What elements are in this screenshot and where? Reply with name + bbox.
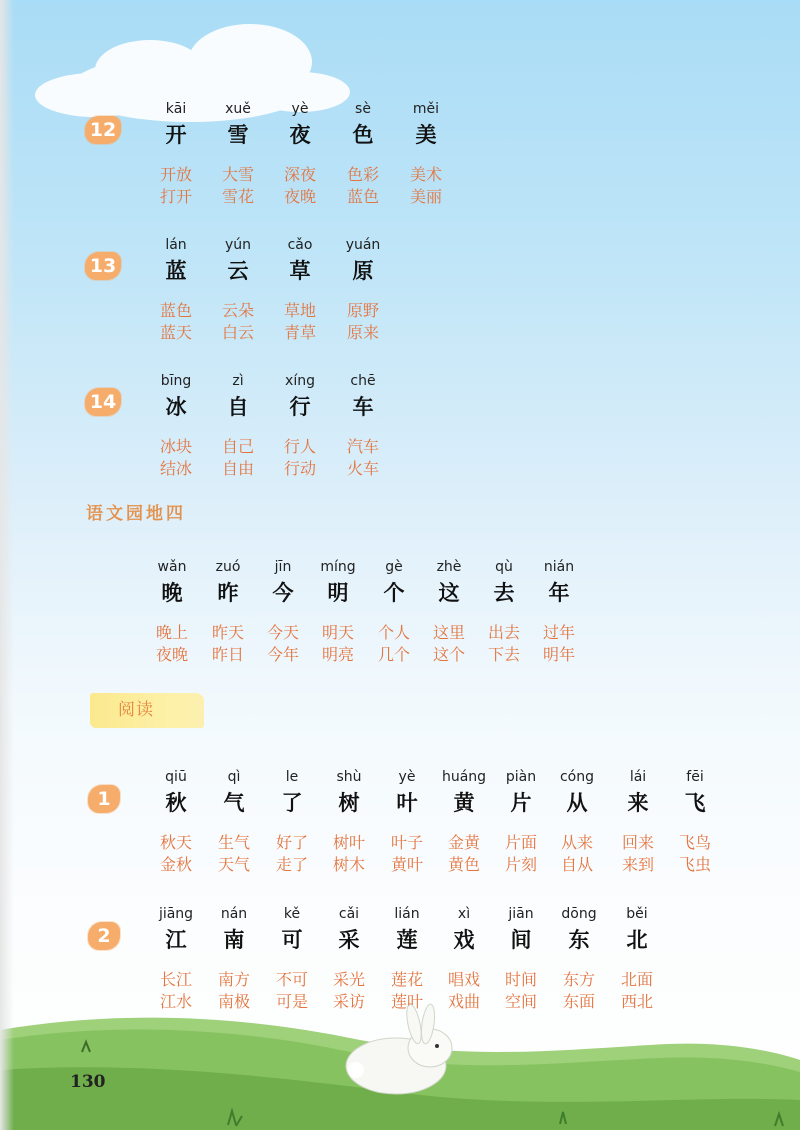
pinyin: běi xyxy=(626,906,648,922)
word: 打开 xyxy=(159,187,192,206)
reading-section-tab xyxy=(90,693,204,728)
pinyin: sè xyxy=(355,101,371,117)
char-column xyxy=(331,100,395,208)
char-column xyxy=(375,905,439,1013)
pinyin: zì xyxy=(232,373,244,389)
pinyin: xuě xyxy=(225,101,251,117)
hanzi: 北 xyxy=(626,928,648,952)
hanzi: 来 xyxy=(627,791,649,815)
hanzi: 云 xyxy=(227,259,249,283)
word: 天气 xyxy=(217,855,250,874)
section-title-garden: 语文园地四 xyxy=(86,504,186,524)
word: 昨天 xyxy=(211,623,244,642)
word: 南极 xyxy=(217,992,250,1011)
word: 来到 xyxy=(621,855,654,874)
word: 莲花 xyxy=(390,970,423,989)
hanzi: 间 xyxy=(510,928,532,952)
pinyin: jiān xyxy=(508,906,534,922)
hanzi: 秋 xyxy=(165,791,187,815)
word: 生气 xyxy=(217,833,250,852)
word: 行动 xyxy=(283,459,316,478)
pinyin: bīng xyxy=(160,373,192,389)
word: 几个 xyxy=(377,645,410,664)
word: 戏曲 xyxy=(447,992,480,1011)
char-column xyxy=(144,372,208,480)
pinyin: qù xyxy=(495,559,513,575)
word: 片面 xyxy=(504,833,537,852)
pinyin: yè xyxy=(398,769,416,785)
pinyin: qiū xyxy=(165,769,187,785)
hanzi: 车 xyxy=(352,395,374,419)
pinyin: kāi xyxy=(165,101,187,117)
pinyin: lán xyxy=(165,237,187,253)
word: 树木 xyxy=(332,855,365,874)
char-column xyxy=(268,372,332,480)
pinyin: zuó xyxy=(215,559,241,575)
char-column xyxy=(206,100,270,208)
hanzi: 了 xyxy=(281,791,303,815)
word: 唱戏 xyxy=(447,970,480,989)
pinyin: nán xyxy=(220,906,248,922)
reading-section-label: 阅读 xyxy=(118,700,154,720)
word: 叶子 xyxy=(390,833,423,852)
hanzi: 从 xyxy=(566,791,588,815)
lesson-number-badge: 12 xyxy=(85,116,121,144)
word: 雪花 xyxy=(221,187,254,206)
char-column xyxy=(317,905,381,1013)
word: 这个 xyxy=(432,645,465,664)
char-column xyxy=(432,905,496,1013)
char-column xyxy=(260,768,324,876)
page-number: 130 xyxy=(70,1072,106,1092)
char-column xyxy=(144,905,208,1013)
word: 明天 xyxy=(321,623,354,642)
hanzi: 黄 xyxy=(453,791,475,815)
pinyin: chē xyxy=(350,373,376,389)
hanzi: 雪 xyxy=(227,123,249,147)
char-column xyxy=(527,558,591,666)
hanzi: 叶 xyxy=(396,791,418,815)
word: 采光 xyxy=(332,970,365,989)
char-column xyxy=(331,236,395,344)
word: 行人 xyxy=(283,437,316,456)
word: 长江 xyxy=(159,970,192,989)
pinyin: xì xyxy=(457,906,471,922)
hanzi: 蓝 xyxy=(165,259,187,283)
word: 东面 xyxy=(562,992,595,1011)
word: 自由 xyxy=(221,459,254,478)
hanzi: 东 xyxy=(568,928,590,952)
char-column xyxy=(606,768,670,876)
hanzi: 南 xyxy=(223,928,245,952)
word: 江水 xyxy=(159,992,192,1011)
word: 下去 xyxy=(487,645,520,664)
word: 采访 xyxy=(332,992,365,1011)
hanzi: 行 xyxy=(289,395,311,419)
word: 美术 xyxy=(409,165,442,184)
word: 从来 xyxy=(560,833,593,852)
char-column xyxy=(432,768,496,876)
word: 自从 xyxy=(560,855,593,874)
pinyin: cǎo xyxy=(287,237,313,253)
word: 自己 xyxy=(221,437,254,456)
word: 东方 xyxy=(562,970,595,989)
word: 色彩 xyxy=(346,165,379,184)
word: 回来 xyxy=(621,833,654,852)
hanzi: 冰 xyxy=(165,395,187,419)
hanzi: 原 xyxy=(352,259,374,283)
pinyin: lái xyxy=(629,769,647,785)
hanzi: 美 xyxy=(415,123,437,147)
word: 金秋 xyxy=(159,855,192,874)
pinyin: lián xyxy=(394,906,420,922)
char-column xyxy=(268,236,332,344)
char-column xyxy=(202,768,266,876)
hanzi: 片 xyxy=(510,791,532,815)
word: 可是 xyxy=(275,992,308,1011)
char-column xyxy=(144,768,208,876)
hanzi: 昨 xyxy=(217,581,239,605)
word: 时间 xyxy=(504,970,537,989)
word: 金黄 xyxy=(447,833,480,852)
pinyin: fēi xyxy=(686,769,704,785)
word: 汽车 xyxy=(346,437,379,456)
word: 片刻 xyxy=(504,855,537,874)
hanzi: 采 xyxy=(338,928,360,952)
word: 开放 xyxy=(159,165,192,184)
hanzi: 个 xyxy=(383,581,405,605)
pinyin: kě xyxy=(283,906,301,922)
char-column xyxy=(144,100,208,208)
hanzi: 去 xyxy=(493,581,515,605)
hanzi: 年 xyxy=(548,581,570,605)
char-column xyxy=(547,905,611,1013)
pinyin: yuán xyxy=(345,237,381,253)
word: 火车 xyxy=(346,459,379,478)
word: 明亮 xyxy=(321,645,354,664)
pinyin: shù xyxy=(336,769,362,785)
pinyin: jiāng xyxy=(158,906,194,922)
hanzi: 戏 xyxy=(453,928,475,952)
hanzi: 开 xyxy=(165,123,187,147)
rabbit-illustration xyxy=(346,1003,452,1094)
char-column xyxy=(605,905,669,1013)
hanzi: 树 xyxy=(338,791,360,815)
pinyin: wǎn xyxy=(157,559,187,575)
char-column xyxy=(663,768,727,876)
hanzi: 今 xyxy=(272,581,294,605)
word: 个人 xyxy=(377,623,410,642)
pinyin: cóng xyxy=(559,769,595,785)
word: 秋天 xyxy=(159,833,192,852)
word: 今年 xyxy=(266,645,299,664)
word: 这里 xyxy=(432,623,465,642)
char-column xyxy=(140,558,204,666)
char-column xyxy=(489,905,553,1013)
word: 大雪 xyxy=(221,165,254,184)
char-column xyxy=(202,905,266,1013)
word: 晚上 xyxy=(155,623,188,642)
char-column xyxy=(394,100,458,208)
char-column xyxy=(144,236,208,344)
pinyin: měi xyxy=(412,101,440,117)
char-column xyxy=(317,768,381,876)
char-column xyxy=(206,236,270,344)
word: 夜晚 xyxy=(155,645,188,664)
word: 白云 xyxy=(221,323,254,342)
lesson-number-badge: 1 xyxy=(88,785,120,813)
hanzi: 可 xyxy=(281,928,303,952)
char-column xyxy=(268,100,332,208)
hanzi: 这 xyxy=(438,581,460,605)
hanzi: 气 xyxy=(223,791,245,815)
pinyin: yè xyxy=(291,101,309,117)
word: 莲叶 xyxy=(390,992,423,1011)
hanzi: 晚 xyxy=(161,581,183,605)
word: 今天 xyxy=(266,623,299,642)
lesson-number-badge: 2 xyxy=(88,922,120,950)
lesson-number-badge: 13 xyxy=(85,252,121,280)
pinyin: yún xyxy=(224,237,252,253)
word: 蓝天 xyxy=(159,323,192,342)
word: 北面 xyxy=(620,970,653,989)
word: 走了 xyxy=(275,855,308,874)
pinyin: qì xyxy=(227,769,241,785)
hanzi: 江 xyxy=(165,928,187,952)
pinyin: míng xyxy=(320,559,356,575)
word: 夜晚 xyxy=(283,187,316,206)
word: 不可 xyxy=(275,970,308,989)
char-column xyxy=(375,768,439,876)
word: 草地 xyxy=(283,301,316,320)
hanzi: 飞 xyxy=(684,791,706,815)
word: 飞虫 xyxy=(678,855,711,874)
word: 南方 xyxy=(217,970,250,989)
hanzi: 草 xyxy=(289,259,311,283)
char-column xyxy=(489,768,553,876)
word: 明年 xyxy=(542,645,575,664)
pinyin: nián xyxy=(543,559,575,575)
word: 黄叶 xyxy=(390,855,423,874)
word: 原来 xyxy=(346,323,379,342)
word: 树叶 xyxy=(332,833,365,852)
pinyin: xíng xyxy=(285,373,315,389)
word: 结冰 xyxy=(159,459,192,478)
hanzi: 色 xyxy=(352,123,374,147)
word: 原野 xyxy=(346,301,379,320)
word: 蓝色 xyxy=(346,187,379,206)
hanzi: 明 xyxy=(327,581,349,605)
word: 云朵 xyxy=(221,301,254,320)
pinyin: zhè xyxy=(436,559,462,575)
hanzi: 莲 xyxy=(396,928,418,952)
char-column xyxy=(331,372,395,480)
char-column xyxy=(545,768,609,876)
char-column xyxy=(306,558,370,666)
word: 美丽 xyxy=(409,187,442,206)
pinyin: cǎi xyxy=(338,906,360,922)
hanzi: 夜 xyxy=(289,123,311,147)
lesson-number-badge: 14 xyxy=(85,388,121,416)
word: 蓝色 xyxy=(159,301,192,320)
word: 青草 xyxy=(283,323,316,342)
word: 深夜 xyxy=(283,165,316,184)
pinyin: jīn xyxy=(274,559,292,575)
hanzi: 自 xyxy=(227,395,249,419)
pinyin: huáng xyxy=(441,769,487,785)
word: 出去 xyxy=(487,623,520,642)
word: 飞鸟 xyxy=(678,833,711,852)
pinyin: gè xyxy=(385,559,403,575)
word: 空间 xyxy=(504,992,537,1011)
char-column xyxy=(206,372,270,480)
word: 冰块 xyxy=(159,437,192,456)
word: 过年 xyxy=(542,623,575,642)
pinyin: le xyxy=(285,769,299,785)
char-column xyxy=(260,905,324,1013)
pinyin: piàn xyxy=(505,769,537,785)
word: 好了 xyxy=(275,833,308,852)
pinyin: dōng xyxy=(561,906,597,922)
word: 昨日 xyxy=(211,645,244,664)
word: 黄色 xyxy=(447,855,480,874)
word: 西北 xyxy=(620,992,653,1011)
